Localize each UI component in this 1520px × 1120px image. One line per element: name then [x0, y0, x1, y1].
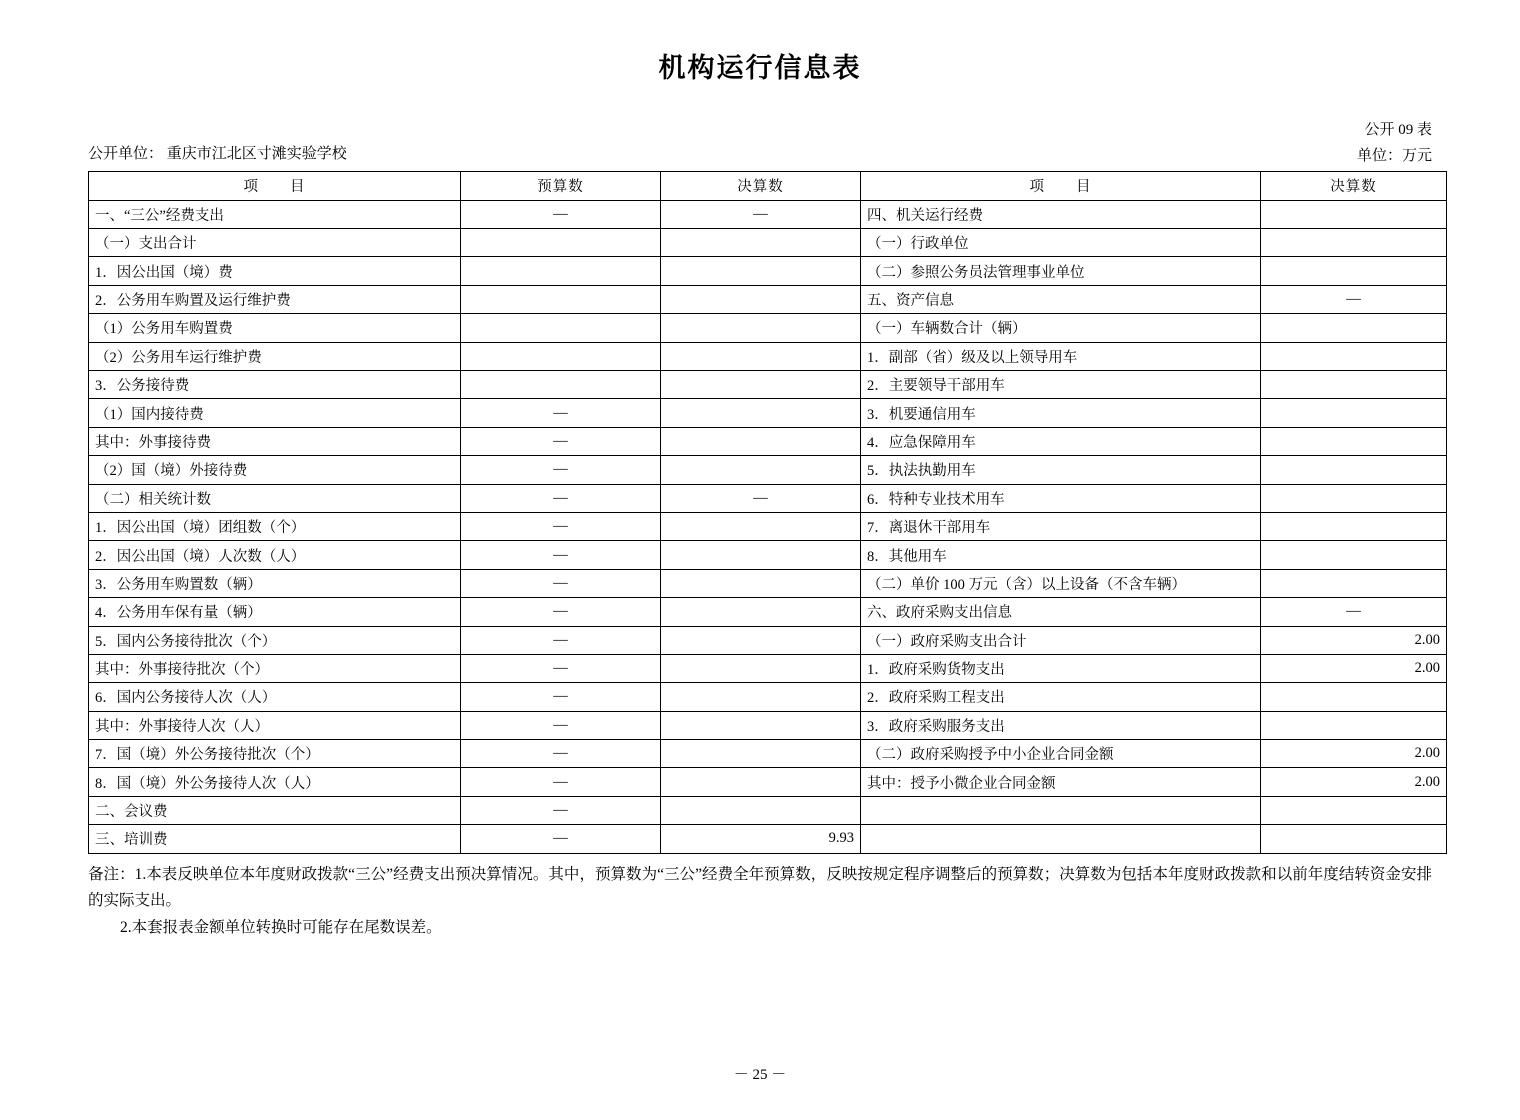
row-final-left [661, 796, 861, 824]
row-final-right [1261, 456, 1447, 484]
row-label-right: （二）参照公务员法管理事业单位 [861, 257, 1261, 285]
row-label-right: （一）政府采购支出合计 [861, 626, 1261, 654]
row-label-right: 其中：授予小微企业合同金额 [861, 768, 1261, 796]
header-item-left: 项 目 [89, 172, 461, 200]
table-row [89, 626, 1447, 654]
row-budget-left: — [461, 541, 661, 569]
row-label-right: 3．政府采购服务支出 [861, 711, 1261, 739]
row-final-left [661, 370, 861, 398]
row-label-right: 六、政府采购支出信息 [861, 598, 1261, 626]
row-final-left [661, 598, 861, 626]
table-header-row [89, 172, 1447, 200]
table-row [89, 825, 1447, 853]
row-final-right: 2.00 [1261, 654, 1447, 682]
row-final-left [661, 512, 861, 540]
row-final-right [1261, 314, 1447, 342]
institution-operation-table [88, 171, 1447, 853]
row-label-right: 5．执法执勤用车 [861, 456, 1261, 484]
row-budget-left [461, 229, 661, 257]
row-final-left [661, 740, 861, 768]
row-final-right [1261, 484, 1447, 512]
row-final-left [661, 569, 861, 597]
table-row [89, 512, 1447, 540]
table-row [89, 257, 1447, 285]
table-row [89, 541, 1447, 569]
row-label-left: 1．因公出国（境）费 [89, 257, 461, 285]
row-label-left: （1）国内接待费 [89, 399, 461, 427]
row-final-right: 2.00 [1261, 768, 1447, 796]
row-budget-left: — [461, 200, 661, 228]
row-budget-left: — [461, 711, 661, 739]
table-row [89, 342, 1447, 370]
table-row [89, 456, 1447, 484]
table-row [89, 314, 1447, 342]
row-label-right: 7．离退休干部用车 [861, 512, 1261, 540]
row-budget-left: — [461, 825, 661, 853]
row-label-right [861, 825, 1261, 853]
row-budget-left [461, 314, 661, 342]
row-label-right: 4．应急保障用车 [861, 427, 1261, 455]
row-label-left: 三、培训费 [89, 825, 461, 853]
row-budget-left: — [461, 399, 661, 427]
table-row [89, 796, 1447, 824]
form-number [88, 119, 1432, 142]
row-label-right: （一）行政单位 [861, 229, 1261, 257]
row-budget-left [461, 342, 661, 370]
row-budget-left: — [461, 683, 661, 711]
row-final-right [1261, 825, 1447, 853]
row-label-left: 其中：外事接待费 [89, 427, 461, 455]
meta-row [88, 142, 1432, 165]
row-final-left [661, 314, 861, 342]
table-row [89, 740, 1447, 768]
row-budget-left: — [461, 484, 661, 512]
row-label-left: （2）国（境）外接待费 [89, 456, 461, 484]
row-final-right [1261, 796, 1447, 824]
publisher-name: 重庆市江北区寸滩实验学校 [166, 146, 347, 163]
row-budget-left: — [461, 654, 661, 682]
row-budget-left [461, 370, 661, 398]
row-label-right: 五、资产信息 [861, 285, 1261, 313]
row-budget-left: — [461, 512, 661, 540]
table-row [89, 683, 1447, 711]
row-label-left: 1．因公出国（境）团组数（个） [89, 512, 461, 540]
header-budget: 预算数 [461, 172, 661, 200]
row-budget-left: — [461, 740, 661, 768]
table-row [89, 598, 1447, 626]
row-final-left [661, 285, 861, 313]
row-label-left: 一、“三公”经费支出 [89, 200, 461, 228]
row-final-left [661, 229, 861, 257]
row-label-left: 4．公务用车保有量（辆） [89, 598, 461, 626]
row-final-right [1261, 342, 1447, 370]
row-final-right [1261, 683, 1447, 711]
row-final-right [1261, 399, 1447, 427]
row-label-left: 二、会议费 [89, 796, 461, 824]
table-row [89, 711, 1447, 739]
row-final-right [1261, 512, 1447, 540]
row-label-left: 3．公务接待费 [89, 370, 461, 398]
note-line-2: 2.本套报表金额单位转换时可能存在尾数误差。 [120, 918, 442, 936]
row-label-right: 1．政府采购货物支出 [861, 654, 1261, 682]
row-final-left: 9.93 [661, 825, 861, 853]
row-final-left: — [661, 200, 861, 228]
row-label-right: 6．特种专业技术用车 [861, 484, 1261, 512]
table-row [89, 427, 1447, 455]
row-final-left [661, 399, 861, 427]
row-budget-left: — [461, 427, 661, 455]
row-final-left [661, 541, 861, 569]
notes [88, 862, 1432, 942]
page-title: 机构运行信息表 [658, 53, 862, 83]
row-budget-left: — [461, 796, 661, 824]
row-final-right: — [1261, 598, 1447, 626]
row-label-left: （1）公务用车购置费 [89, 314, 461, 342]
row-label-right: 2．政府采购工程支出 [861, 683, 1261, 711]
row-label-left: 2．公务用车购置及运行维护费 [89, 285, 461, 313]
page-number: － 25 － [733, 1067, 787, 1083]
row-final-left [661, 257, 861, 285]
note-line-1: 备注：1.本表反映单位本年度财政拨款“三公”经费支出预决算情况。其中，预算数为“三公”经费全年预算数，反映按规定程序调整后的预算数；决算数为包括本年度财政拨款和以前年度结转资金安排的实际支出。 [88, 865, 1432, 910]
row-label-left: （一）支出合计 [89, 229, 461, 257]
row-label-left: （2）公务用车运行维护费 [89, 342, 461, 370]
row-budget-left: — [461, 768, 661, 796]
row-label-right: 8．其他用车 [861, 541, 1261, 569]
table-row [89, 229, 1447, 257]
row-final-right [1261, 200, 1447, 228]
row-final-right [1261, 257, 1447, 285]
form-number-text: 公开 09 表 [1364, 122, 1432, 138]
row-final-right: — [1261, 285, 1447, 313]
row-final-left [661, 768, 861, 796]
row-final-left [661, 456, 861, 484]
row-final-right [1261, 569, 1447, 597]
row-final-right [1261, 427, 1447, 455]
table-row [89, 285, 1447, 313]
row-final-left [661, 342, 861, 370]
row-final-left: — [661, 484, 861, 512]
row-budget-left: — [461, 456, 661, 484]
header-final: 决算数 [661, 172, 861, 200]
row-budget-left: — [461, 569, 661, 597]
row-budget-left: — [461, 598, 661, 626]
row-final-right [1261, 541, 1447, 569]
header-final-right: 决算数 [1261, 172, 1447, 200]
row-label-left: 5．国内公务接待批次（个） [89, 626, 461, 654]
row-final-left [661, 427, 861, 455]
row-label-left: （二）相关统计数 [89, 484, 461, 512]
row-label-right [861, 796, 1261, 824]
row-label-right: 四、机关运行经费 [861, 200, 1261, 228]
row-label-left: 3．公务用车购置数（辆） [89, 569, 461, 597]
row-label-left: 6．国内公务接待人次（人） [89, 683, 461, 711]
row-label-left: 其中：外事接待人次（人） [89, 711, 461, 739]
table-row [89, 768, 1447, 796]
unit-label: 单位：万元 [1356, 148, 1432, 165]
row-label-left: 其中：外事接待批次（个） [89, 654, 461, 682]
table-row [89, 200, 1447, 228]
row-final-left [661, 711, 861, 739]
header-item-right: 项 目 [861, 172, 1261, 200]
row-budget-left [461, 257, 661, 285]
table-row [89, 569, 1447, 597]
table-row [89, 370, 1447, 398]
row-final-right: 2.00 [1261, 740, 1447, 768]
row-label-right: （二）政府采购授予中小企业合同金额 [861, 740, 1261, 768]
row-final-right: 2.00 [1261, 626, 1447, 654]
row-budget-left [461, 285, 661, 313]
publisher [88, 142, 347, 165]
row-label-left: 2．因公出国（境）人次数（人） [89, 541, 461, 569]
row-final-left [661, 654, 861, 682]
row-label-left: 7．国（境）外公务接待批次（个） [89, 740, 461, 768]
row-label-right: （一）车辆数合计（辆） [861, 314, 1261, 342]
table-row [89, 399, 1447, 427]
row-label-right: 3．机要通信用车 [861, 399, 1261, 427]
row-final-right [1261, 229, 1447, 257]
row-final-right [1261, 370, 1447, 398]
row-final-left [661, 626, 861, 654]
row-label-right: 1．副部（省）级及以上领导用车 [861, 342, 1261, 370]
row-final-left [661, 683, 861, 711]
row-label-right: （二）单价 100 万元（含）以上设备（不含车辆） [861, 569, 1261, 597]
row-label-left: 8．国（境）外公务接待人次（人） [89, 768, 461, 796]
table-row [89, 484, 1447, 512]
row-budget-left: — [461, 626, 661, 654]
publisher-label: 公开单位： [88, 146, 164, 163]
row-label-right: 2．主要领导干部用车 [861, 370, 1261, 398]
table-row [89, 654, 1447, 682]
document-page [0, 46, 1520, 1120]
row-final-right [1261, 711, 1447, 739]
